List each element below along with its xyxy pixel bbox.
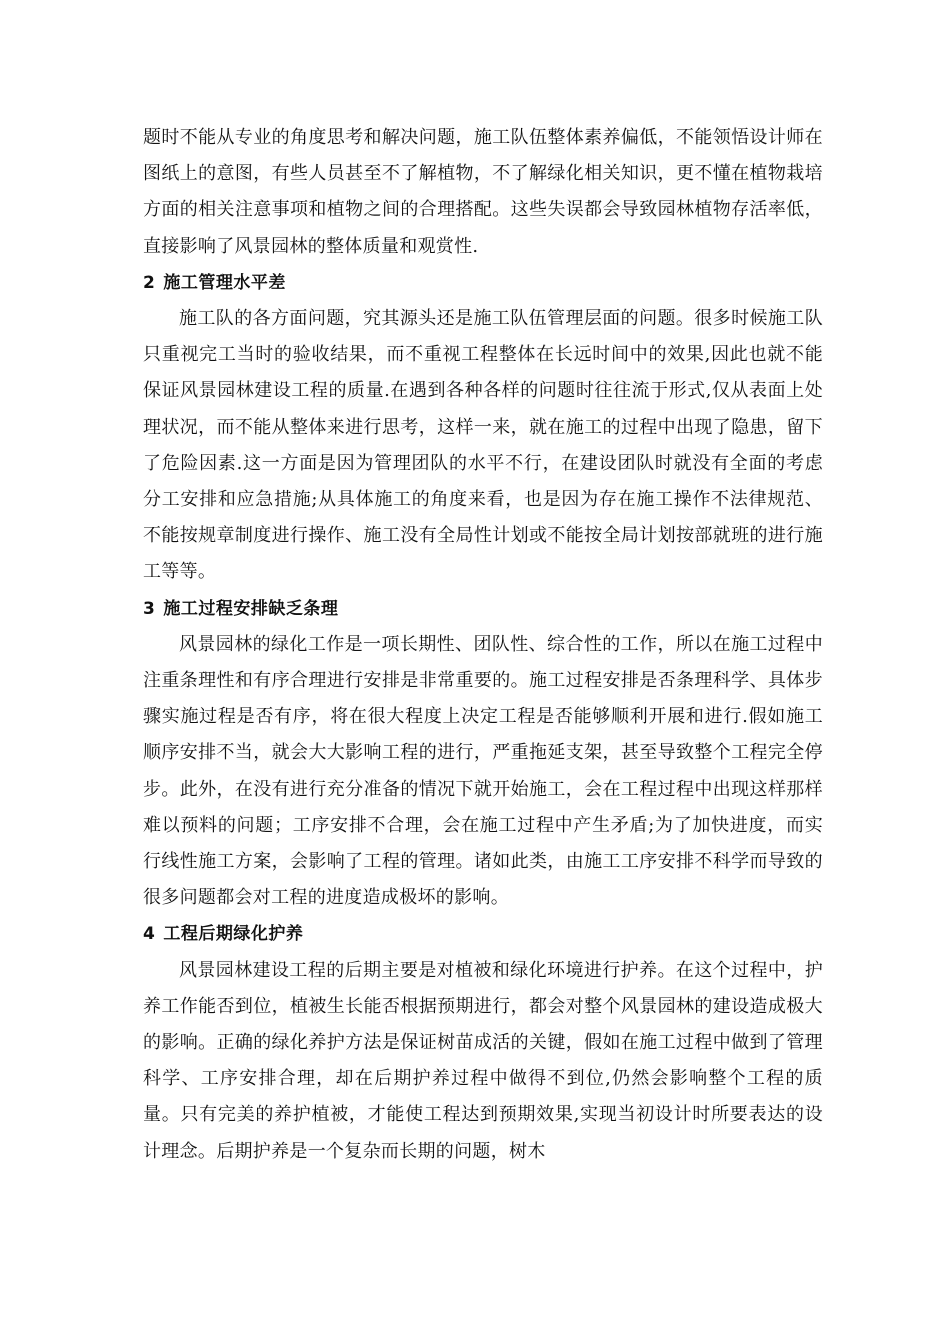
section-title: 工程后期绿化护养 (163, 924, 304, 945)
section-heading-3 (143, 591, 823, 627)
section-number: 4 (143, 924, 156, 945)
section-title: 施工管理水平差 (163, 272, 286, 293)
section-heading-2 (143, 265, 823, 301)
section-number: 2 (143, 272, 156, 293)
section-title: 施工过程安排缺乏条理 (163, 598, 339, 619)
section-paragraph-3: 风景园林的绿化工作是一项长期性、团队性、综合性的工作，所以在施工过程中注重条理性和有序合理进行安排是非常重要的。施工过程安排是否条理科学、具体步骤实施过程是否有序，将在很大程度上决定工程是否能够顺利开展和进行.假如施工顺序安排不当，就会大大影响工程的进行，严重拖延支架，甚至导致整个工程完全停步。此外，在没有进行充分准备的情况下就开始施工，会在工程过程中出现这样那样难以预料的问题；工序安排不合理，会在施工过程中产生矛盾;为了加快进度，而实行线性施工方案，会影响了工程的管理。诸如此类，由施工工序安排不科学而导致的很多问题都会对工程的进度造成极坏的影响。 (143, 633, 823, 909)
section-paragraph-2: 施工队的各方面问题，究其源头还是施工队伍管理层面的问题。很多时候施工队只重视完工当时的验收结果，而不重视工程整体在长远时间中的效果,因此也就不能保证风景园林建设工程的质量.在遇到各种各样的问题时往往流于形式,仅从表面上处理状况，而不能从整体来进行思考，这样一来，就在施工的过程中出现了隐患，留下了危险因素.这一方面是因为管理团队的水平不行，在建设团队时就没有全面的考虑分工安排和应急措施;从具体施工的角度来看，也是因为存在施工操作不法律规范、不能按规章制度进行操作、施工没有全局性计划或不能按全局计划按部就班的进行施工等等。 (143, 308, 823, 583)
section-heading-4 (143, 916, 823, 952)
document-body (143, 120, 823, 1170)
intro-paragraph: 题时不能从专业的角度思考和解决问题，施工队伍整体素养偏低，不能领悟设计师在图纸上的意图，有些人员甚至不了解植物，不了解绿化相关知识，更不懂在植物栽培方面的相关注意事项和植物之间的合理搭配。这些失误都会导致园林植物存活率低，直接影响了风景园林的整体质量和观赏性. (143, 127, 823, 257)
section-number: 3 (143, 598, 156, 619)
section-paragraph-4: 风景园林建设工程的后期主要是对植被和绿化环境进行护养。在这个过程中，护养工作能否到位，植被生长能否根据预期进行，都会对整个风景园林的建设造成极大的影响。正确的绿化养护方法是保证树苗成活的关键，假如在施工过程中做到了管理科学、工序安排合理，却在后期护养过程中做得不到位,仍然会影响整个工程的质量。只有完美的养护植被，才能使工程达到预期效果,实现当初设计时所要表达的设计理念。后期护养是一个复杂而长期的问题，树木 (143, 959, 823, 1162)
